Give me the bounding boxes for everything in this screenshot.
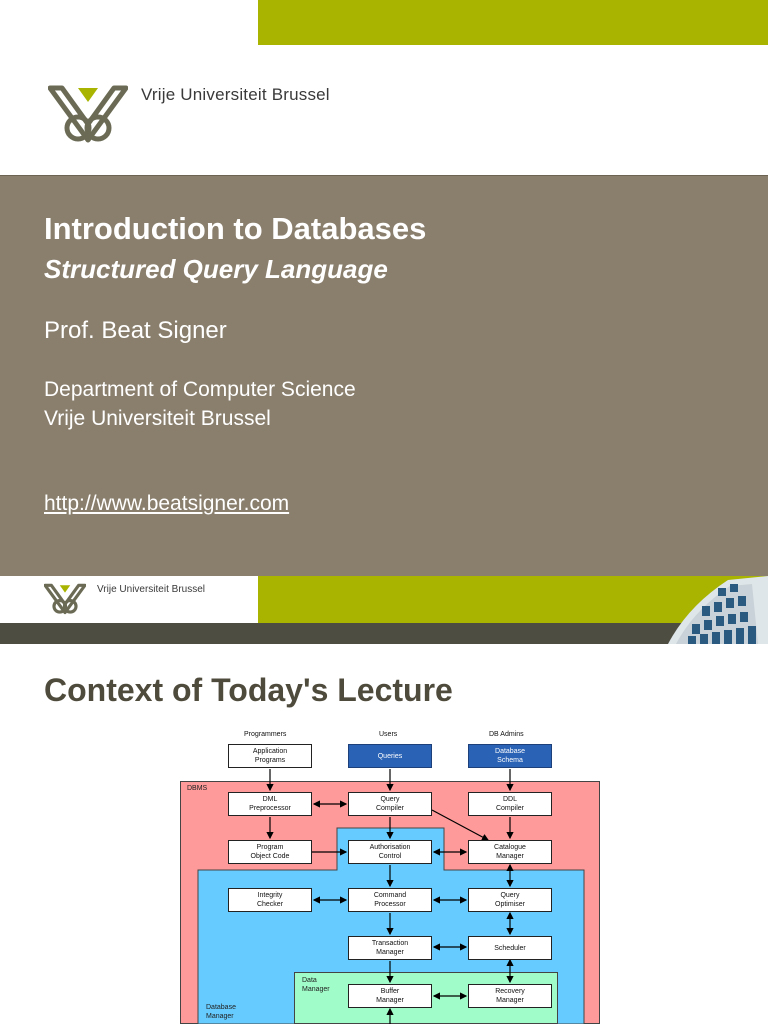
box-command-processor — [348, 888, 432, 912]
box-query-optimiser — [468, 888, 552, 912]
accent-bar — [258, 0, 768, 45]
box-label: Manager — [376, 997, 404, 1004]
box-ddl-compiler — [468, 792, 552, 816]
box-label: Object Code — [250, 853, 290, 860]
actor-users: Users — [379, 731, 398, 738]
box-recovery-manager — [468, 984, 552, 1008]
vub-logo-icon — [48, 84, 128, 148]
box-authorisation-control — [348, 840, 432, 864]
box-label: Buffer — [380, 988, 400, 995]
institution-name: Vrije Universiteit Brussel — [44, 407, 271, 430]
box-scheduler — [468, 936, 552, 960]
box-label: Processor — [374, 901, 406, 908]
slide-title: Introduction to Databases — [44, 211, 427, 246]
box-label: DDL — [502, 796, 517, 803]
content-slide — [0, 576, 768, 1024]
box-catalogue-manager — [468, 840, 552, 864]
box-label: Integrity — [257, 892, 283, 899]
box-label: Authorisation — [369, 844, 411, 851]
university-name: Vrije Universiteit Brussel — [97, 584, 205, 595]
box-buffer-manager — [348, 984, 432, 1008]
data-manager-label-line: Data — [302, 977, 317, 984]
box-label: Manager — [496, 997, 524, 1004]
box-label: DML — [262, 796, 278, 803]
box-label: Compiler — [375, 805, 404, 812]
box-label: Application — [252, 748, 288, 755]
box-label: Preprocessor — [249, 805, 291, 812]
dbms-label: DBMS — [187, 785, 208, 792]
dbms-architecture-diagram — [0, 576, 768, 1024]
box-label: Command — [373, 892, 407, 899]
database-manager-label-line: Database — [206, 1004, 236, 1011]
box-label: Database — [495, 748, 525, 755]
box-label: Manager — [376, 949, 404, 956]
data-manager-label-line: Manager — [302, 986, 330, 993]
slide-title: Context of Today's Lecture — [44, 672, 453, 708]
actor-db-admins: DB Admins — [489, 731, 524, 738]
box-label: Recovery — [495, 988, 525, 995]
box-label: Optimiser — [495, 901, 525, 908]
actor-programmers: Programmers — [244, 731, 287, 738]
box-queries — [348, 744, 432, 768]
box-label: Program — [256, 844, 284, 851]
box-label: Control — [378, 853, 402, 860]
box-label: Query — [380, 796, 400, 803]
department-name: Department of Computer Science — [44, 378, 356, 401]
box-transaction-manager — [348, 936, 432, 960]
box-query-compiler — [348, 792, 432, 816]
website-link[interactable]: http://www.beatsigner.com — [44, 492, 290, 515]
box-database-schema — [468, 744, 552, 768]
box-label: Compiler — [495, 805, 524, 812]
box-program-object-code — [228, 840, 312, 864]
box-label: Manager — [496, 853, 524, 860]
box-label: Scheduler — [494, 944, 526, 952]
box-label: Queries — [377, 752, 403, 760]
box-label: Schema — [497, 757, 523, 764]
box-label: Programs — [254, 757, 286, 764]
box-application-programs — [228, 744, 312, 768]
box-label: Query — [500, 892, 520, 899]
box-label: Checker — [256, 901, 284, 908]
box-label: Catalogue — [494, 844, 526, 851]
author-name: Prof. Beat Signer — [44, 317, 227, 344]
university-name: Vrije Universiteit Brussel — [141, 85, 330, 104]
box-integrity-checker — [228, 888, 312, 912]
slide-subtitle: Structured Query Language — [44, 254, 388, 284]
box-label: Transaction — [371, 940, 409, 947]
box-dml-preprocessor — [228, 792, 312, 816]
database-manager-label-line: Manager — [206, 1013, 234, 1020]
